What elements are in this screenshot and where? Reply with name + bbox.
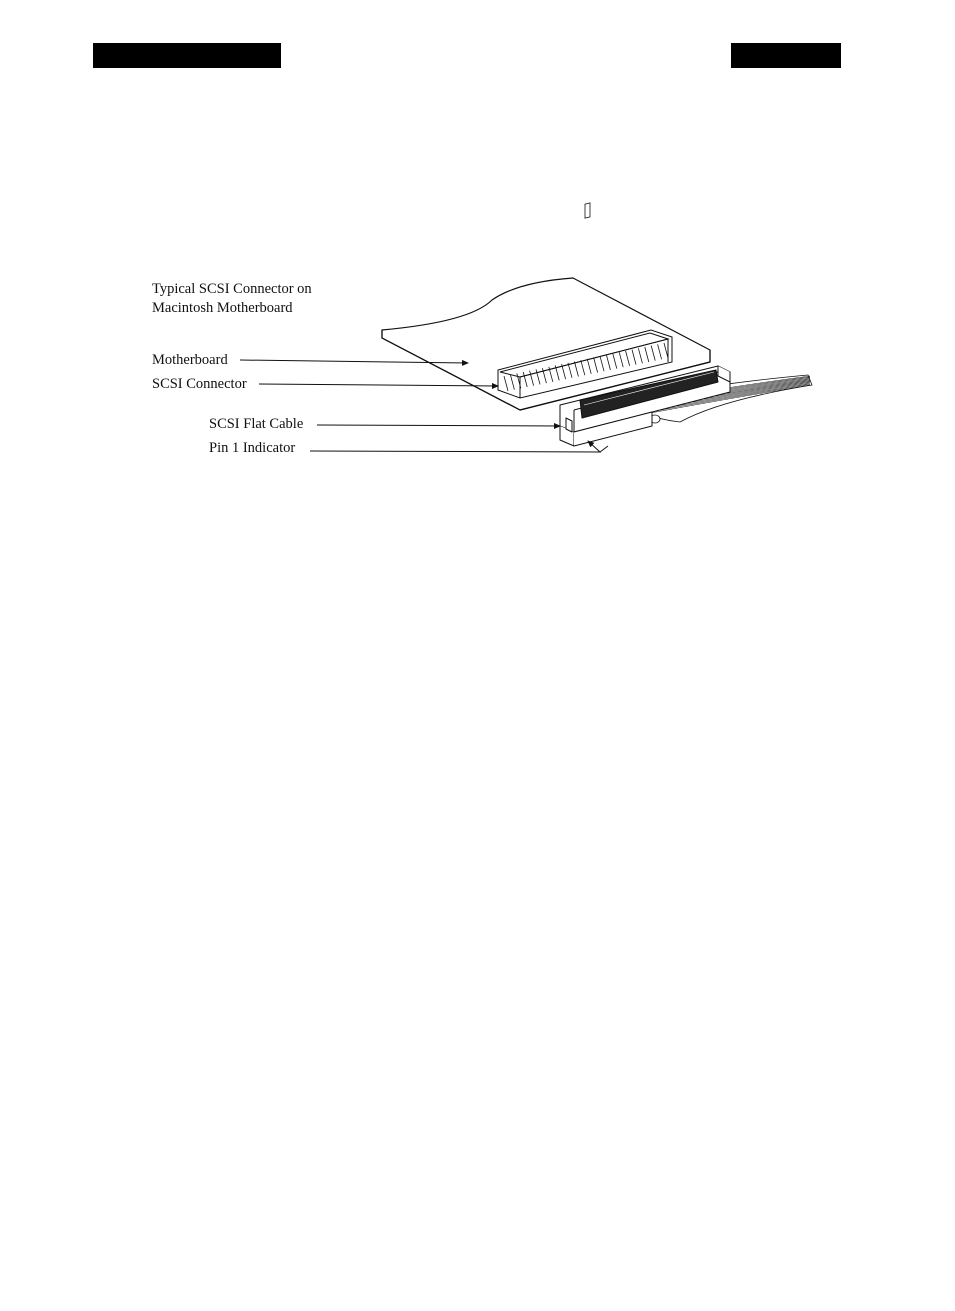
leader-scsi-flat-cable (317, 425, 560, 426)
figure-title-line-2: Macintosh Motherboard (152, 300, 293, 316)
leader-pin1-indicator (310, 441, 600, 452)
callout-scsi-connector-label: SCSI Connector (152, 376, 247, 392)
callout-pin1-indicator-label: Pin 1 Indicator (209, 440, 296, 456)
figure-title-line-1: Typical SCSI Connector on (152, 281, 312, 297)
callout-motherboard-label: Motherboard (152, 352, 228, 368)
callout-scsi-flat-cable-label: SCSI Flat Cable (209, 416, 304, 432)
leader-scsi-connector (259, 384, 498, 386)
